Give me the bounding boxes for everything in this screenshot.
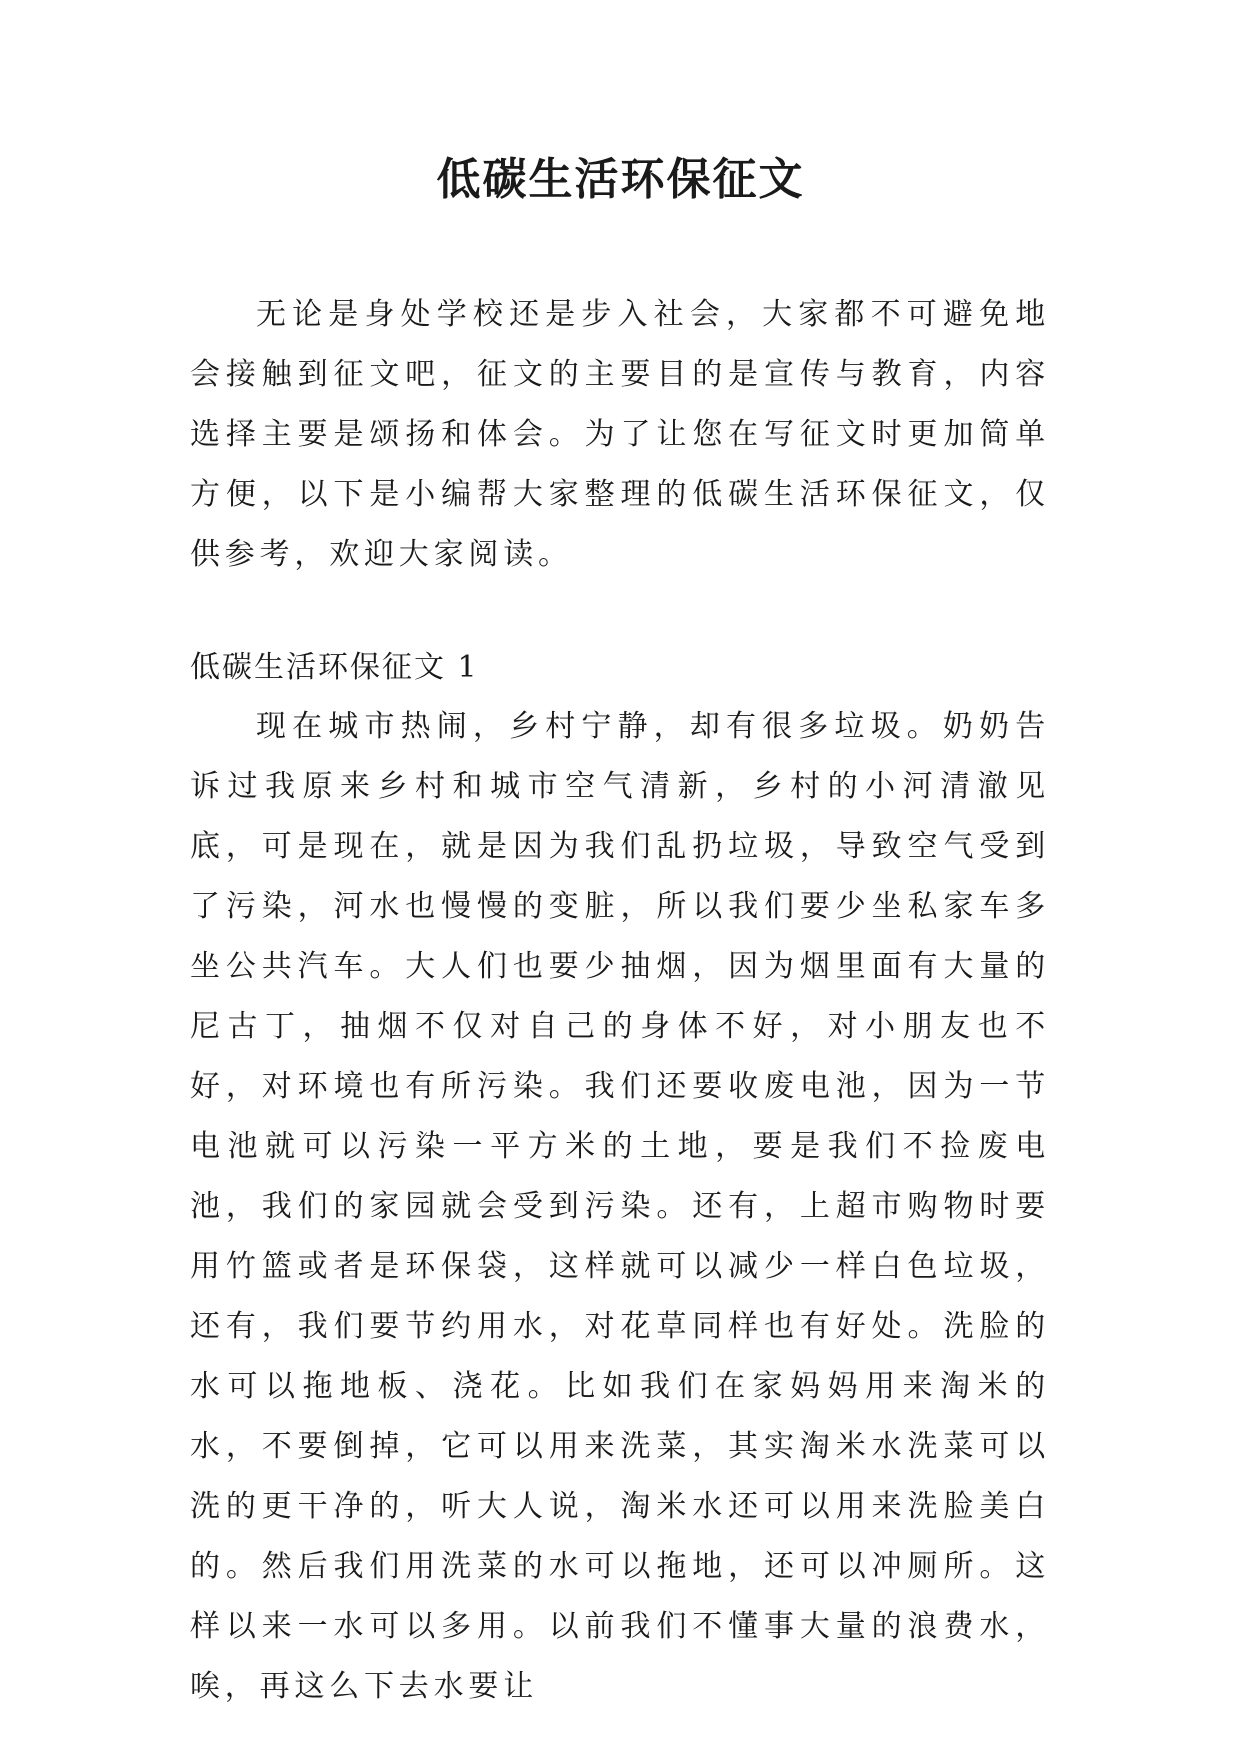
essay-paragraph: 现在城市热闹，乡村宁静，却有很多垃圾。奶奶告诉过我原来乡村和城市空气清新，乡村的小河清澈见底，可是现在，就是因为我们乱扔垃圾，导致空气受到了污染，河水也慢慢的变脏，所以我们要少坐私家车多坐公共汽车。大人们也要少抽烟，因为烟里面有大量的尼古丁，抽烟不仅对自己的身体不好，对小朋友也不好，对环境也有所污染。我们还要收废电池，因为一节电池就可以污染一平方米的土地，要是我们不捡废电池，我们的家园就会受到污染。还有，上超市购物时要用竹篮或者是环保袋，这样就可以减少一样白色垃圾，还有，我们要节约用水，对花草同样也有好处。洗脸的水可以拖地板、浇花。比如我们在家妈妈用来淘米的水，不要倒掉，它可以用来洗菜，其实淘米水洗菜可以洗的更干净的，听大人说，淘米水还可以用来洗脸美白的。然后我们用洗菜的水可以拖地，还可以冲厕所。这样以来一水可以多用。以前我们不懂事大量的浪费水，唉，再这么下去水要让 (190, 709, 1050, 1704)
section-heading: 低碳生活环保征文 1 (190, 650, 479, 685)
intro-paragraph: 无论是身处学校还是步入社会，大家都不可避免地会接触到征文吧，征文的主要目的是宣传与教育，内容选择主要是颂扬和体会。为了让您在写征文时更加简单方便，以下是小编帮大家整理的低碳生活环保征文，仅供参考，欢迎大家阅读。 (190, 297, 1050, 572)
page-title: 低碳生活环保征文 (436, 154, 805, 205)
